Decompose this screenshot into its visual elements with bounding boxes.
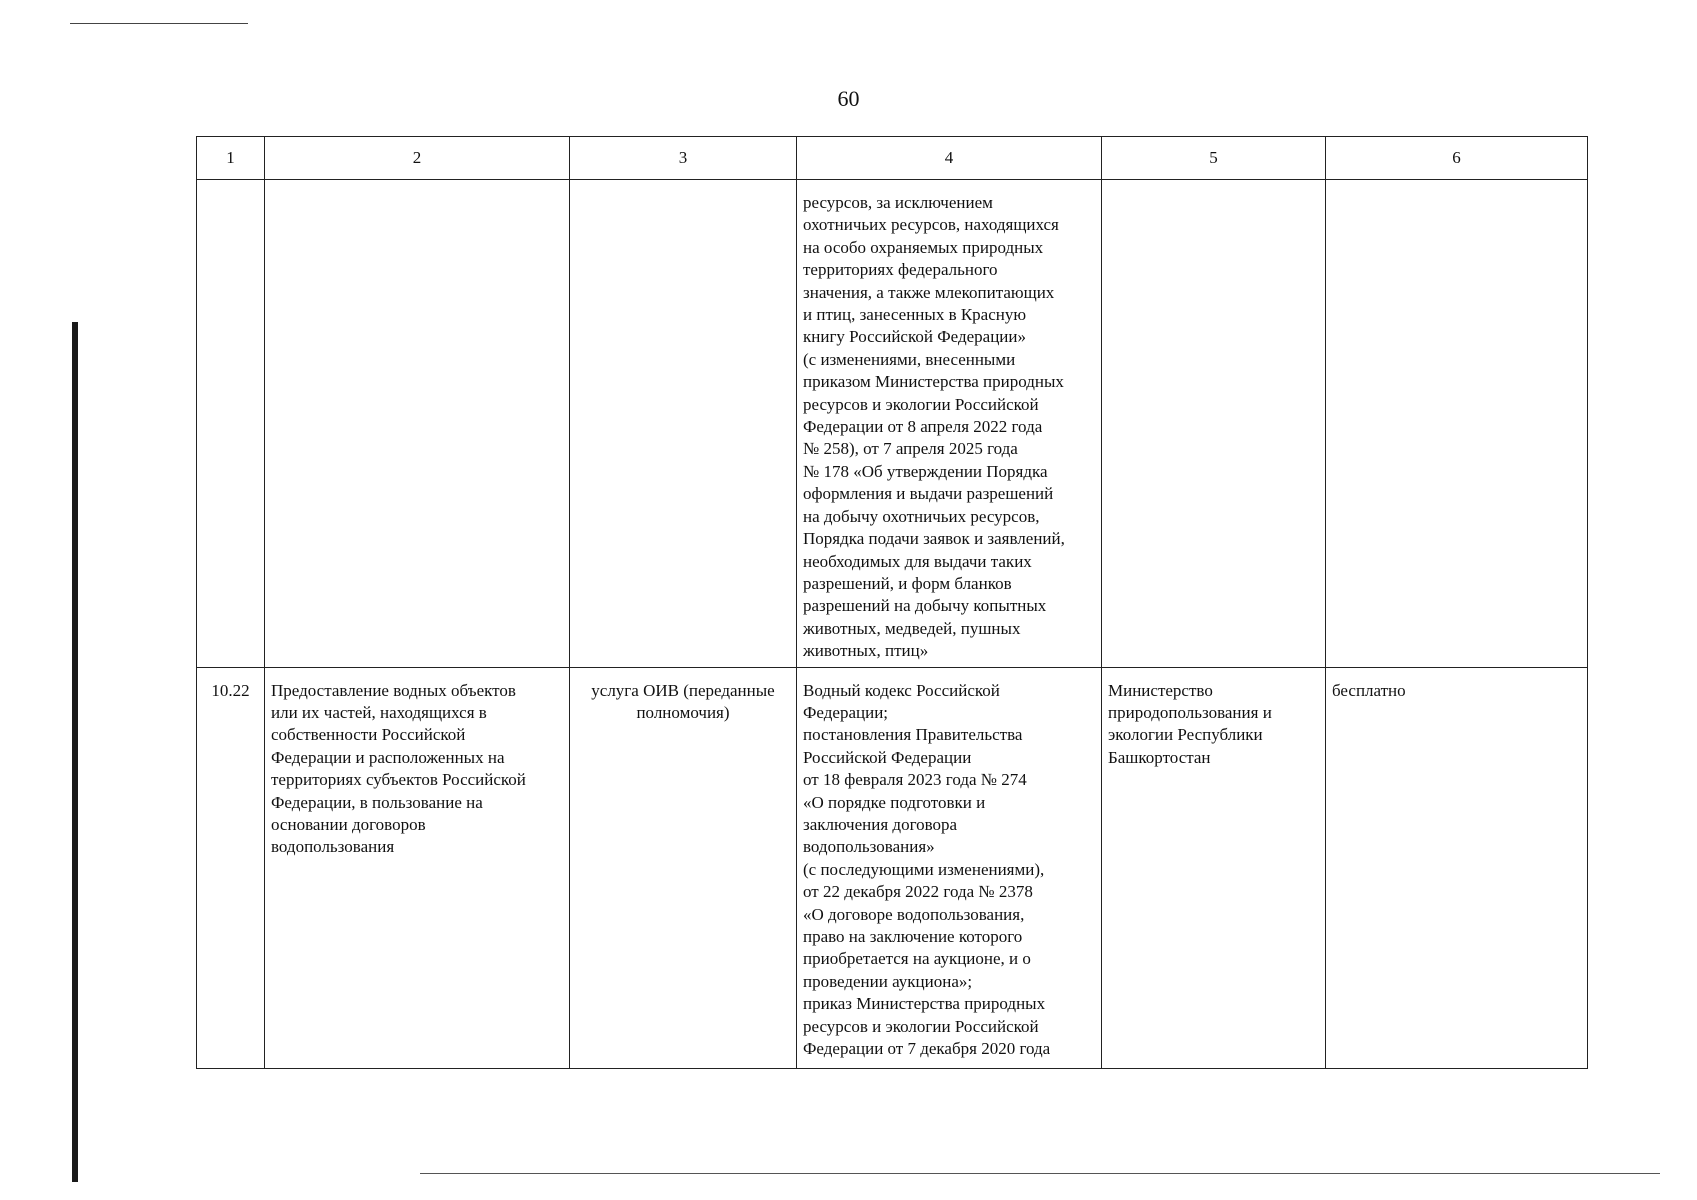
row2-legal-basis-cell: Водный кодекс Российской Федерации; постановления Правительства Российской Федерации от 18 февраля 2023 года № 274 «О порядке подготовки и заключения договора водопользования» (с последующими изменениями), от 22 декабря 2022 года № 2378 «О договоре водопользования, право на заключение которого приобретается на аукционе, и о проведении аукциона»; приказ Министерства природных ресурсов и экологии Российской Федерации от 7 декабря 2020 года <box>797 667 1102 1068</box>
column-header-1: 1 <box>197 137 265 180</box>
column-header-3: 3 <box>570 137 797 180</box>
row1-number-cell <box>197 180 265 668</box>
services-table <box>196 136 1588 1069</box>
row1-authority-cell <box>1102 180 1326 668</box>
column-header-5: 5 <box>1102 137 1326 180</box>
row2-fee-cell: бесплатно <box>1326 667 1588 1068</box>
row1-fee-cell <box>1326 180 1588 668</box>
row2-service-type-cell: услуга ОИВ (переданные полномочия) <box>570 667 797 1068</box>
column-header-6: 6 <box>1326 137 1588 180</box>
scan-edge-mark-bottom <box>420 1173 1660 1174</box>
page-number: 60 <box>837 86 860 111</box>
table-row <box>197 180 1588 668</box>
row1-service-name-cell <box>265 180 570 668</box>
row1-legal-basis-cell: ресурсов, за исключением охотничьих ресурсов, находящихся на особо охраняемых природных территориях федерального значения, а также млекопитающих и птиц, занесенных в Красную книгу Российской Федерации» (с изменениями, внесенными приказом Министерства природных ресурсов и экологии Российской Федерации от 8 апреля 2022 года № 258), от 7 апреля 2025 года № 178 «Об утверждении Порядка оформления и выдачи разрешений на добычу охотничьих ресурсов, Порядка подачи заявок и заявлений, необходимых для выдачи таких разрешений, и форм бланков разрешений на добычу копытных животных, медведей, пушных животных, птиц» <box>797 180 1102 668</box>
table-header-row <box>197 137 1588 180</box>
row2-authority-cell: Министерство природопользования и экологии Республики Башкортостан <box>1102 667 1326 1068</box>
scan-edge-mark-top <box>70 23 248 24</box>
row2-service-name-cell: Предоставление водных объектов или их частей, находящихся в собственности Российской Федерации и расположенных на территориях субъектов Российской Федерации, в пользование на основании договоров водопользования <box>265 667 570 1068</box>
table-row <box>197 667 1588 1068</box>
row1-service-type-cell <box>570 180 797 668</box>
column-header-2: 2 <box>265 137 570 180</box>
scan-edge-mark-left <box>72 322 78 1182</box>
row2-number-cell: 10.22 <box>197 667 265 1068</box>
column-header-4: 4 <box>797 137 1102 180</box>
